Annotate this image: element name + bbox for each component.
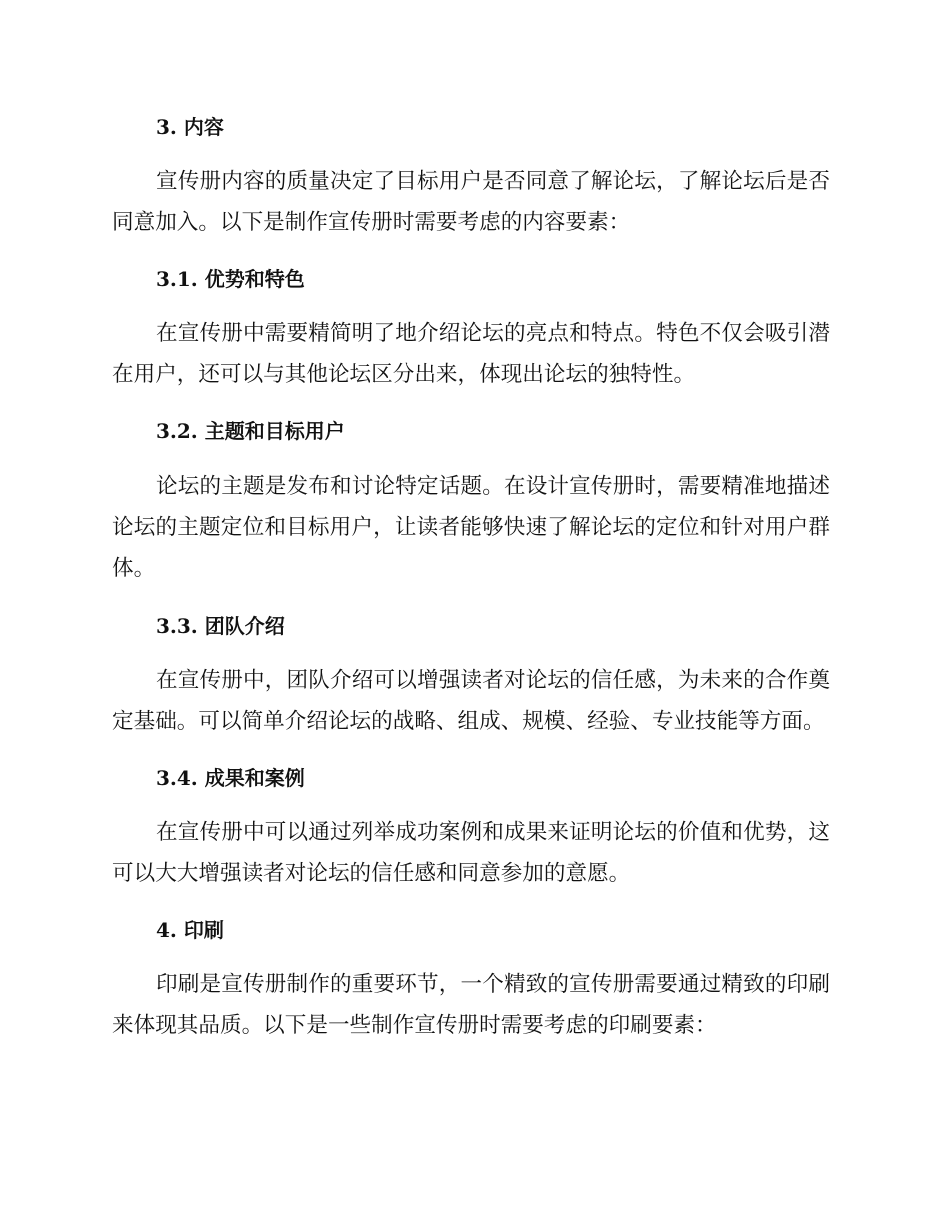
section-body-results: 在宣传册中可以通过列举成功案例和成果来证明论坛的价值和优势，这可以大大增强读者对论坛的信任感和同意参加的意愿。 <box>112 820 830 886</box>
section-heading-theme-audience: 3.2. 主题和目标用户 <box>156 419 345 443</box>
section-heading-printing: 4. 印刷 <box>156 918 224 942</box>
section-body-team: 在宣传册中，团队介绍可以增强读者对论坛的信任感，为未来的合作奠定基础。可以简单介绍论坛的战略、组成、规模、经验、专业技能等方面。 <box>112 668 830 734</box>
section-heading-results: 3.4. 成果和案例 <box>156 766 305 790</box>
section-body-printing: 印刷是宣传册制作的重要环节，一个精致的宣传册需要通过精致的印刷来体现其品质。以下是一些制作宣传册时需要考虑的印刷要素： <box>112 972 830 1038</box>
section-heading-team: 3.3. 团队介绍 <box>156 614 285 638</box>
section-heading-content: 3. 内容 <box>156 115 224 139</box>
section-body-theme-audience: 论坛的主题是发布和讨论特定话题。在设计宣传册时，需要精准地描述论坛的主题定位和目标用户，让读者能够快速了解论坛的定位和针对用户群体。 <box>112 474 830 581</box>
section-heading-advantages: 3.1. 优势和特色 <box>156 267 305 291</box>
section-body-advantages: 在宣传册中需要精简明了地介绍论坛的亮点和特点。特色不仅会吸引潜在用户，还可以与其他论坛区分出来，体现出论坛的独特性。 <box>112 321 830 387</box>
section-body-content: 宣传册内容的质量决定了目标用户是否同意了解论坛，了解论坛后是否同意加入。以下是制作宣传册时需要考虑的内容要素： <box>112 169 830 235</box>
